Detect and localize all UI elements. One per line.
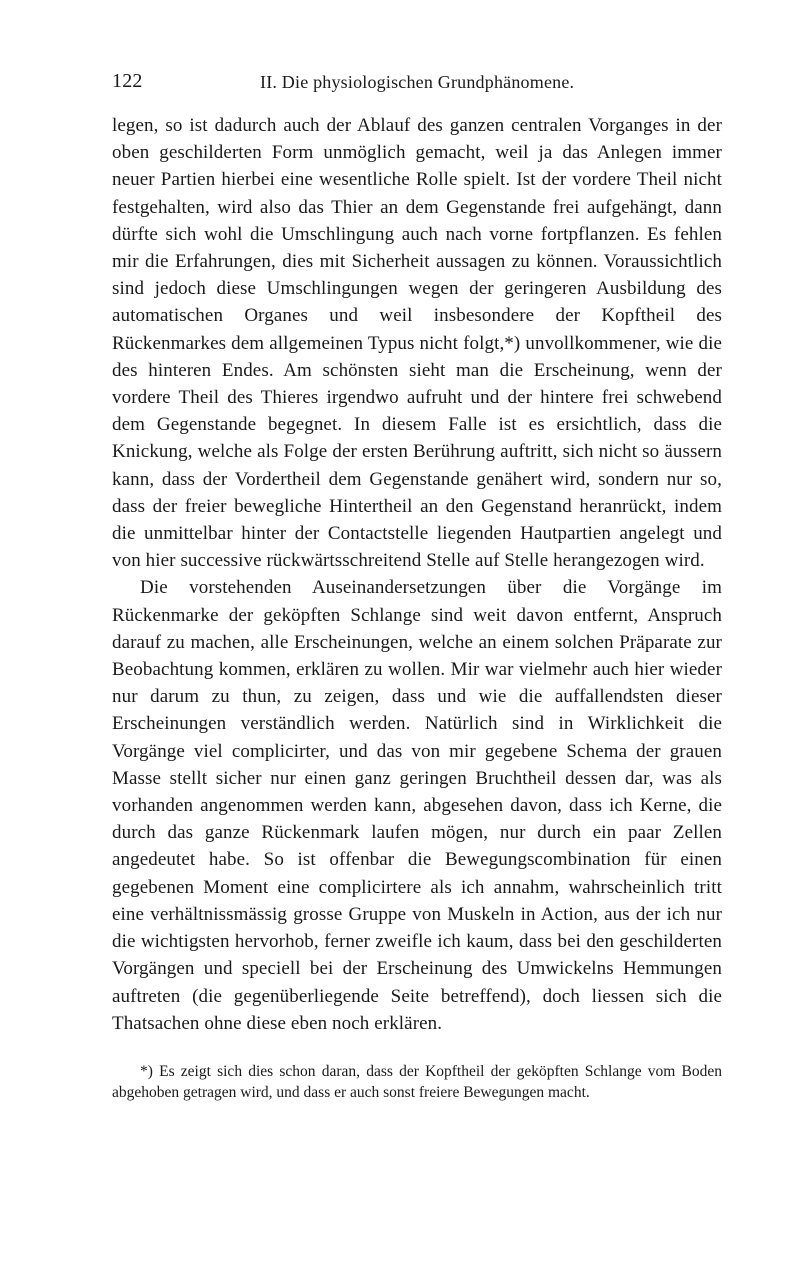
footnote [112, 1061, 722, 1103]
page-header [112, 70, 722, 100]
paragraph-2: Die vorstehenden Auseinandersetzungen über die Vorgänge im Rückenmarke der geköpften Schlange sind weit davon entfernt, Anspruch darauf zu machen, alle Erscheinungen, welche an einem solchen Präparate zur Beobachtung kommen, erklären zu wollen. Mir war vielmehr auch hier wieder nur darum zu thun, zu zeigen, dass und wie die auffallendsten dieser Erscheinungen verständlich werden. Natürlich sind in Wirklichkeit die Vorgänge viel complicirter, und das von mir gegebene Schema der grauen Masse stellt sicher nur einen ganz geringen Bruchtheil dessen dar, was als vorhanden angenommen werden kann, abgesehen davon, dass ich Kerne, die durch das ganze Rückenmark laufen mögen, nur durch ein paar Zellen angedeutet habe. So ist offenbar die Bewegungscombination für einen gegebenen Moment eine complicirtere als ich annahm, wahrscheinlich tritt eine verhältnissmässig grosse Gruppe von Muskeln in Action, aus der ich nur die wichtigsten hervorhob, ferner zweifle ich kaum, dass bei den geschilderten Vorgängen und speciell bei der Erscheinung des Umwickelns Hemmungen auftreten (die gegenüberliegende Seite betreffend), doch liessen sich die Thatsachen ohne diese eben noch erklären. [112, 577, 722, 1034]
body-text [112, 112, 722, 1037]
running-title: II. Die physiologischen Grundphänomene. [260, 72, 575, 92]
footnote-text: Es zeigt sich dies schon daran, dass der Kopftheil der geköpften Schlange vom Boden abgehoben getragen wird, und dass er auch sonst freiere Bewegungen macht. [112, 1062, 723, 1101]
page-number: 122 [112, 70, 143, 92]
footnote-marker: *) [140, 1062, 153, 1080]
book-page [112, 70, 722, 1103]
paragraph-1: legen, so ist dadurch auch der Ablauf des ganzen centralen Vorganges in der oben geschilderten Form unmöglich gemacht, weil ja das Anlegen immer neuer Partien hierbei eine wesentliche Rolle spielt. Ist der vordere Theil nicht festgehalten, wird also das Thier an dem Gegenstande frei aufgehängt, dann dürfte sich wohl die Umschlingung auch nach vorne fortpflanzen. Es fehlen mir die Erfahrungen, dies mit Sicherheit aussagen zu können. Voraussichtlich sind jedoch diese Umschlingungen wegen der geringeren Ausbildung des automatischen Organes und weil insbesondere der Kopftheil des Rückenmarkes dem allgemeinen Typus nicht folgt,*) unvollkommener, wie die des hinteren Endes. Am schönsten sieht man die Erscheinung, wenn der vordere Theil des Thieres irgendwo aufruht und der hintere frei schwebend dem Gegenstande begegnet. In diesem Falle ist es ersichtlich, dass die Knickung, welche als Folge der ersten Berührung auftritt, sich nicht so äussern kann, dass der Vordertheil dem Gegenstande genähert wird, sondern nur so, dass der freier bewegliche Hintertheil an den Gegenstand heranrückt, indem die unmittelbar hinter der Contactstelle liegenden Hautpartien angelegt und von hier successive rückwärtsschreitend Stelle auf Stelle herangezogen wird. [112, 115, 722, 572]
